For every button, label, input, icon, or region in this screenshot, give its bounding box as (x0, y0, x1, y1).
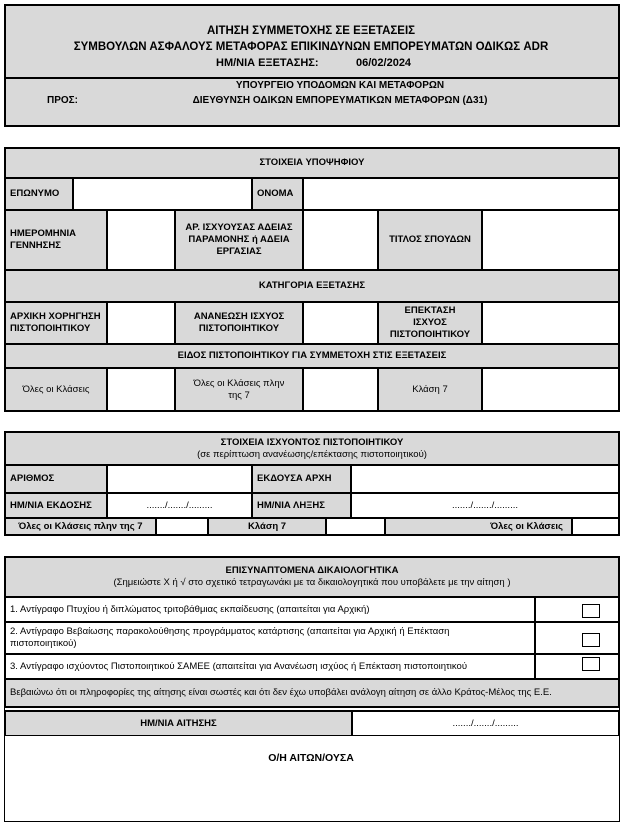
surname-field[interactable] (73, 178, 252, 210)
name-label: ΟΝΟΜΑ (252, 178, 303, 210)
issue-date-label: ΗΜ/ΝΙΑ ΕΚΔΟΣΗΣ (5, 493, 107, 518)
cert-all-classes-checkbox[interactable] (572, 518, 619, 535)
exam-category-title: ΚΑΤΗΓΟΡΙΑ ΕΞΕΤΑΣΗΣ (5, 270, 619, 302)
issue-date-field[interactable]: ......./......./......... (107, 493, 252, 518)
all-classes-label: Όλες οι Κλάσεις (5, 368, 107, 411)
application-date-label: ΗΜ/ΝΙΑ ΑΙΤΗΣΗΣ (5, 711, 352, 736)
document-item-2-text-cont: πιστοποιητικού) (10, 638, 77, 649)
residence-permit-label: ΑΡ. ΙΣΧΥΟΥΣΑΣ ΑΔΕΙΑΣ ΠΑΡΑΜΟΝΗΣ ή ΑΔΕΙΑ ΕΡΓΑΣΙΑΣ (175, 210, 303, 270)
document-2-checkbox[interactable] (582, 633, 600, 647)
document-item-1-box (535, 597, 619, 622)
birth-date-field[interactable] (107, 210, 175, 270)
form-subtitle: ΣΥΜΒΟΥΛΩΝ ΑΣΦΑΛΟΥΣ ΜΕΤΑΦΟΡΑΣ ΕΠΙΚΙΝΔΥΝΩΝ ΕΜΠΟΡΕΥΜΑΤΩΝ ΟΔΙΚΩΣ ADR (73, 41, 549, 53)
documents-title: ΕΠΙΣΥΝΑΠΤΟΜΕΝΑ ΔΙΚΑΙΟΛΟΓΗΤΙΚΑ (225, 565, 399, 576)
document-item-2-text: 2. Αντίγραφο Βεβαίωσης παρακολούθησης προγράμματος κατάρτισης (απαιτείται για Αρχική ή Επέκταση (10, 626, 450, 637)
class-7-label: Κλάση 7 (378, 368, 482, 411)
cert-class-7-label: Κλάση 7 (208, 518, 326, 535)
documents-header (5, 557, 619, 597)
recipient-ministry: ΥΠΟΥΡΓΕΙΟ ΥΠΟΔΟΜΩΝ ΚΑΙ ΜΕΤΑΦΟΡΩΝ (235, 80, 445, 91)
cert-all-except-7-checkbox[interactable] (156, 518, 208, 535)
cert-all-classes-label: Όλες οι Κλάσεις (385, 518, 572, 535)
document-item-3-text: 3. Αντίγραφο ισχύοντος Πιστοποιητικού ΣΑΜΕΕ (απαιτείται για Ανανέωση ισχύος ή Επέκταση πιστοποιητικού (10, 660, 468, 672)
cert-type-title: ΕΙΔΟΣ ΠΙΣΤΟΠΟΙΗΤΙΚΟΥ ΓΙΑ ΣΥΜΜΕΤΟΧΗ ΣΤΙΣ ΕΞΕΤΑΣΕΙΣ (5, 344, 619, 368)
expiry-date-label: ΗΜ/ΝΙΑ ΛΗΞΗΣ (252, 493, 351, 518)
residence-permit-field[interactable] (303, 210, 378, 270)
document-1-checkbox[interactable] (582, 604, 600, 618)
initial-grant-label: ΑΡΧΙΚΗ ΧΟΡΗΓΗΣΗ ΠΙΣΤΟΠΟΙΗΤΙΚΟΥ (5, 302, 107, 344)
cert-number-label: ΑΡΙΘΜΟΣ (5, 465, 107, 493)
applicant-label: Ο/Η ΑΙΤΩΝ/ΟΥΣΑ (268, 752, 354, 764)
document-item-2 (5, 622, 535, 654)
documents-note: (Σημειώστε Χ ή √ στο σχετικό τετραγωνάκι με τα δικαιολογητικά που υποβάλετε με την αίτηση ) (113, 577, 511, 588)
cert-all-except-7-label: Όλες οι Κλάσεις πλην της 7 (5, 518, 156, 535)
to-label: ΠΡΟΣ: (47, 95, 79, 106)
document-item-1-text: 1. Αντίγραφο Πτυχίου ή διπλώματος τριτοβάθμιας εκπαίδευσης (απαιτείται για Αρχική) (10, 603, 370, 615)
candidate-section-title: ΣΤΟΙΧΕΙΑ ΥΠΟΨΗΦΙΟΥ (5, 148, 619, 178)
document-item-3-box (535, 654, 619, 679)
surname-label: ΕΠΩΝΥΜΟ (5, 178, 73, 210)
all-except-7-label: Όλες οι Κλάσεις πλην της 7 (175, 368, 303, 411)
document-3-checkbox[interactable] (582, 657, 600, 671)
recipient-directorate: ΔΙΕΥΘΥΝΣΗ ΟΔΙΚΩΝ ΕΜΠΟΡΕΥΜΑΤΙΚΩΝ ΜΕΤΑΦΟΡΩΝ (Δ31) (192, 95, 488, 106)
degree-label: ΤΙΤΛΟΣ ΣΠΟΥΔΩΝ (378, 210, 482, 270)
class-7-checkbox[interactable] (482, 368, 619, 411)
exam-date-value: 06/02/2024 (356, 57, 412, 69)
exam-date-label: ΗΜ/ΝΙΑ ΕΞΕΤΑΣΗΣ: (216, 57, 319, 69)
extension-checkbox[interactable] (482, 302, 619, 344)
form-title: ΑΙΤΗΣΗ ΣΥΜΜΕΤΟΧΗΣ ΣΕ ΕΞΕΤΑΣΕΙΣ (206, 25, 416, 37)
document-item-1 (5, 597, 535, 622)
renewal-label: ΑΝΑΝΕΩΣΗ ΙΣΧΥΟΣ ΠΙΣΤΟΠΟΙΗΤΙΚΟΥ (175, 302, 303, 344)
issuing-authority-label: ΕΚΔΟΥΣΑ ΑΡΧΗ (252, 465, 351, 493)
renewal-checkbox[interactable] (303, 302, 378, 344)
document-item-3 (5, 654, 535, 679)
all-except-7-checkbox[interactable] (303, 368, 378, 411)
all-classes-checkbox[interactable] (107, 368, 175, 411)
name-field[interactable] (303, 178, 619, 210)
expiry-date-field[interactable]: ......./......./......... (351, 493, 619, 518)
cert-class-7-checkbox[interactable] (326, 518, 385, 535)
extension-label: ΕΠΕΚΤΑΣΗ ΙΣΧΥΟΣ ΠΙΣΤΟΠΟΙΗΤΙΚΟΥ (378, 302, 482, 344)
document-item-2-box (535, 622, 619, 654)
current-cert-title: ΣΤΟΙΧΕΙΑ ΙΣΧΥΟΝΤΟΣ ΠΙΣΤΟΠΟΙΗΤΙΚΟΥ (220, 436, 404, 448)
initial-grant-checkbox[interactable] (107, 302, 175, 344)
declaration-text: Βεβαιώνω ότι οι πληροφορίες της αίτησης είναι σωστές και ότι δεν έχω υποβάλει ανάλογη αίτηση σε άλλο Κράτος-Μέλος της Ε.Ε. (5, 679, 619, 707)
signature-area[interactable] (5, 736, 619, 821)
current-cert-subtitle: (σε περίπτωση ανανέωσης/επέκτασης πιστοποιητικού) (197, 448, 427, 460)
cert-number-field[interactable] (107, 465, 252, 493)
application-date-field[interactable]: ......./......./......... (352, 711, 619, 736)
current-cert-header (5, 432, 619, 465)
birth-date-label: ΗΜΕΡΟΜΗΝΙΑ ΓΕΝΝΗΣΗΣ (5, 210, 107, 270)
degree-field[interactable] (482, 210, 619, 270)
issuing-authority-field[interactable] (351, 465, 619, 493)
